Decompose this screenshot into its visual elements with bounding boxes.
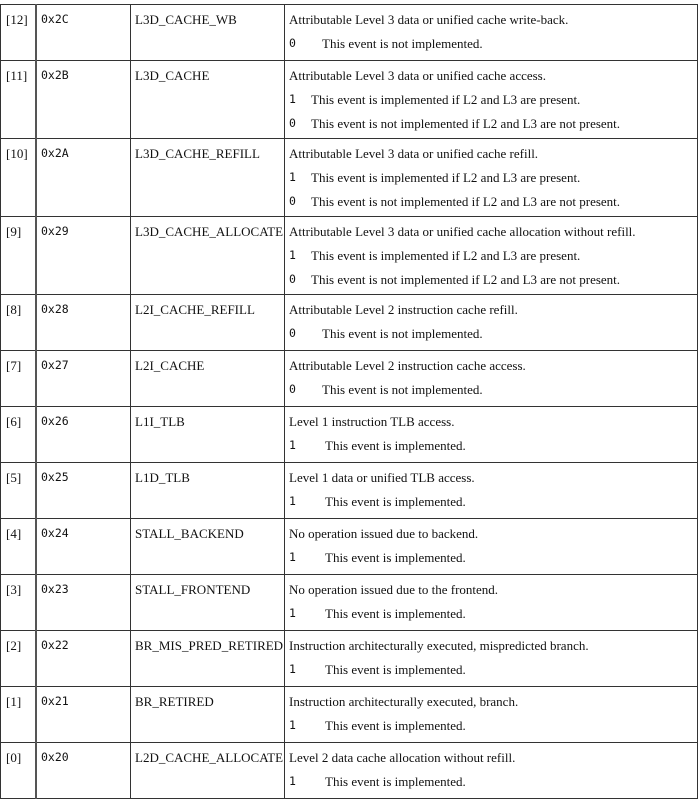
event-code: 0x29 bbox=[36, 217, 131, 295]
value-meaning: This event is implemented. bbox=[325, 438, 466, 453]
description-text: Attributable Level 2 instruction cache access. bbox=[289, 358, 526, 373]
event-code: 0x2B bbox=[36, 61, 131, 139]
event-code: 0x27 bbox=[36, 351, 131, 407]
event-name: L1D_TLB bbox=[131, 463, 285, 519]
event-code: 0x22 bbox=[36, 631, 131, 687]
event-name: L3D_CACHE_ALLOCATE bbox=[131, 217, 285, 295]
value-item bbox=[289, 661, 693, 678]
value-meaning: This event is implemented if L2 and L3 are present. bbox=[311, 170, 581, 185]
value-code: 1 bbox=[289, 438, 296, 452]
table-row bbox=[1, 139, 698, 217]
event-description bbox=[285, 631, 698, 687]
value-code: 0 bbox=[289, 116, 296, 130]
value-meaning: This event is implemented if L2 and L3 are present. bbox=[311, 248, 581, 263]
value-item bbox=[289, 193, 693, 210]
value-code: 0 bbox=[289, 194, 296, 208]
event-code: 0x26 bbox=[36, 407, 131, 463]
value-code: 1 bbox=[289, 248, 296, 262]
bit-index: [1] bbox=[1, 687, 37, 743]
event-code: 0x25 bbox=[36, 463, 131, 519]
value-code: 1 bbox=[289, 170, 296, 184]
table-row bbox=[1, 5, 698, 61]
event-name: L1I_TLB bbox=[131, 407, 285, 463]
table-row bbox=[1, 687, 698, 743]
value-code: 0 bbox=[289, 36, 296, 50]
value-item bbox=[289, 115, 693, 132]
bit-index: [5] bbox=[1, 463, 37, 519]
value-code: 0 bbox=[289, 272, 296, 286]
description-text: Level 1 instruction TLB access. bbox=[289, 414, 455, 429]
event-name: L2D_CACHE_ALLOCATE bbox=[131, 743, 285, 799]
value-code: 1 bbox=[289, 606, 296, 620]
value-meaning: This event is not implemented if L2 and L3 are not present. bbox=[311, 272, 621, 287]
event-description bbox=[285, 139, 698, 217]
value-item bbox=[289, 35, 693, 52]
table-row bbox=[1, 295, 698, 351]
bit-index: [6] bbox=[1, 407, 37, 463]
description-text: Attributable Level 3 data or unified cache allocation without refill. bbox=[289, 224, 636, 239]
value-code: 1 bbox=[289, 92, 296, 106]
value-item bbox=[289, 717, 693, 734]
description-text: Attributable Level 2 instruction cache refill. bbox=[289, 302, 518, 317]
value-code: 1 bbox=[289, 774, 296, 788]
value-item bbox=[289, 773, 693, 790]
event-name: STALL_FRONTEND bbox=[131, 575, 285, 631]
value-code: 1 bbox=[289, 494, 296, 508]
bit-index: [9] bbox=[1, 217, 37, 295]
event-code: 0x2A bbox=[36, 139, 131, 217]
value-item bbox=[289, 169, 693, 186]
value-meaning: This event is implemented. bbox=[325, 718, 466, 733]
event-description bbox=[285, 295, 698, 351]
event-name: STALL_BACKEND bbox=[131, 519, 285, 575]
event-description bbox=[285, 351, 698, 407]
table-row bbox=[1, 217, 698, 295]
table-row bbox=[1, 351, 698, 407]
bit-index: [0] bbox=[1, 743, 37, 799]
event-description bbox=[285, 407, 698, 463]
value-item bbox=[289, 271, 693, 288]
value-meaning: This event is implemented. bbox=[325, 550, 466, 565]
value-item bbox=[289, 605, 693, 622]
event-code: 0x28 bbox=[36, 295, 131, 351]
value-meaning: This event is not implemented. bbox=[322, 382, 483, 397]
event-code: 0x20 bbox=[36, 743, 131, 799]
description-text: Instruction architecturally executed, branch. bbox=[289, 694, 519, 709]
value-code: 1 bbox=[289, 718, 296, 732]
bit-index: [3] bbox=[1, 575, 37, 631]
event-description bbox=[285, 5, 698, 61]
bit-index: [12] bbox=[1, 5, 37, 61]
value-item bbox=[289, 549, 693, 566]
table-row bbox=[1, 463, 698, 519]
event-code: 0x2C bbox=[36, 5, 131, 61]
event-code: 0x21 bbox=[36, 687, 131, 743]
event-name: L2I_CACHE_REFILL bbox=[131, 295, 285, 351]
value-item bbox=[289, 247, 693, 264]
event-table bbox=[0, 4, 698, 799]
bit-index: [4] bbox=[1, 519, 37, 575]
description-text: Level 2 data cache allocation without refill. bbox=[289, 750, 516, 765]
description-text: Attributable Level 3 data or unified cache write-back. bbox=[289, 12, 569, 27]
event-description bbox=[285, 575, 698, 631]
event-description bbox=[285, 217, 698, 295]
table-row bbox=[1, 743, 698, 799]
value-meaning: This event is implemented. bbox=[325, 774, 466, 789]
value-code: 1 bbox=[289, 550, 296, 564]
value-meaning: This event is not implemented if L2 and L3 are not present. bbox=[311, 116, 621, 131]
event-description bbox=[285, 743, 698, 799]
event-description bbox=[285, 519, 698, 575]
value-item bbox=[289, 325, 693, 342]
description-text: Instruction architecturally executed, mispredicted branch. bbox=[289, 638, 589, 653]
event-description bbox=[285, 61, 698, 139]
value-meaning: This event is not implemented if L2 and L3 are not present. bbox=[311, 194, 621, 209]
value-meaning: This event is implemented. bbox=[325, 494, 466, 509]
description-text: No operation issued due to backend. bbox=[289, 526, 479, 541]
value-item bbox=[289, 91, 693, 108]
value-code: 0 bbox=[289, 382, 296, 396]
bit-index: [7] bbox=[1, 351, 37, 407]
description-text: Level 1 data or unified TLB access. bbox=[289, 470, 475, 485]
event-description bbox=[285, 687, 698, 743]
bit-index: [10] bbox=[1, 139, 37, 217]
table-row bbox=[1, 407, 698, 463]
event-description bbox=[285, 463, 698, 519]
description-text: Attributable Level 3 data or unified cache refill. bbox=[289, 146, 539, 161]
table-row bbox=[1, 575, 698, 631]
event-name: L2I_CACHE bbox=[131, 351, 285, 407]
event-code: 0x24 bbox=[36, 519, 131, 575]
value-meaning: This event is implemented. bbox=[325, 606, 466, 621]
value-item bbox=[289, 437, 693, 454]
value-item bbox=[289, 381, 693, 398]
table-row bbox=[1, 631, 698, 687]
bit-index: [11] bbox=[1, 61, 37, 139]
value-code: 1 bbox=[289, 662, 296, 676]
description-text: Attributable Level 3 data or unified cache access. bbox=[289, 68, 546, 83]
event-name: L3D_CACHE_WB bbox=[131, 5, 285, 61]
value-code: 0 bbox=[289, 326, 296, 340]
value-meaning: This event is not implemented. bbox=[322, 326, 483, 341]
value-meaning: This event is implemented if L2 and L3 are present. bbox=[311, 92, 581, 107]
description-text: No operation issued due to the frontend. bbox=[289, 582, 499, 597]
table-row bbox=[1, 519, 698, 575]
table-row bbox=[1, 61, 698, 139]
event-name: BR_RETIRED bbox=[131, 687, 285, 743]
value-meaning: This event is not implemented. bbox=[322, 36, 483, 51]
event-name: BR_MIS_PRED_RETIRED bbox=[131, 631, 285, 687]
value-meaning: This event is implemented. bbox=[325, 662, 466, 677]
event-code: 0x23 bbox=[36, 575, 131, 631]
bit-index: [8] bbox=[1, 295, 37, 351]
event-name: L3D_CACHE bbox=[131, 61, 285, 139]
event-name: L3D_CACHE_REFILL bbox=[131, 139, 285, 217]
value-item bbox=[289, 493, 693, 510]
bit-index: [2] bbox=[1, 631, 37, 687]
